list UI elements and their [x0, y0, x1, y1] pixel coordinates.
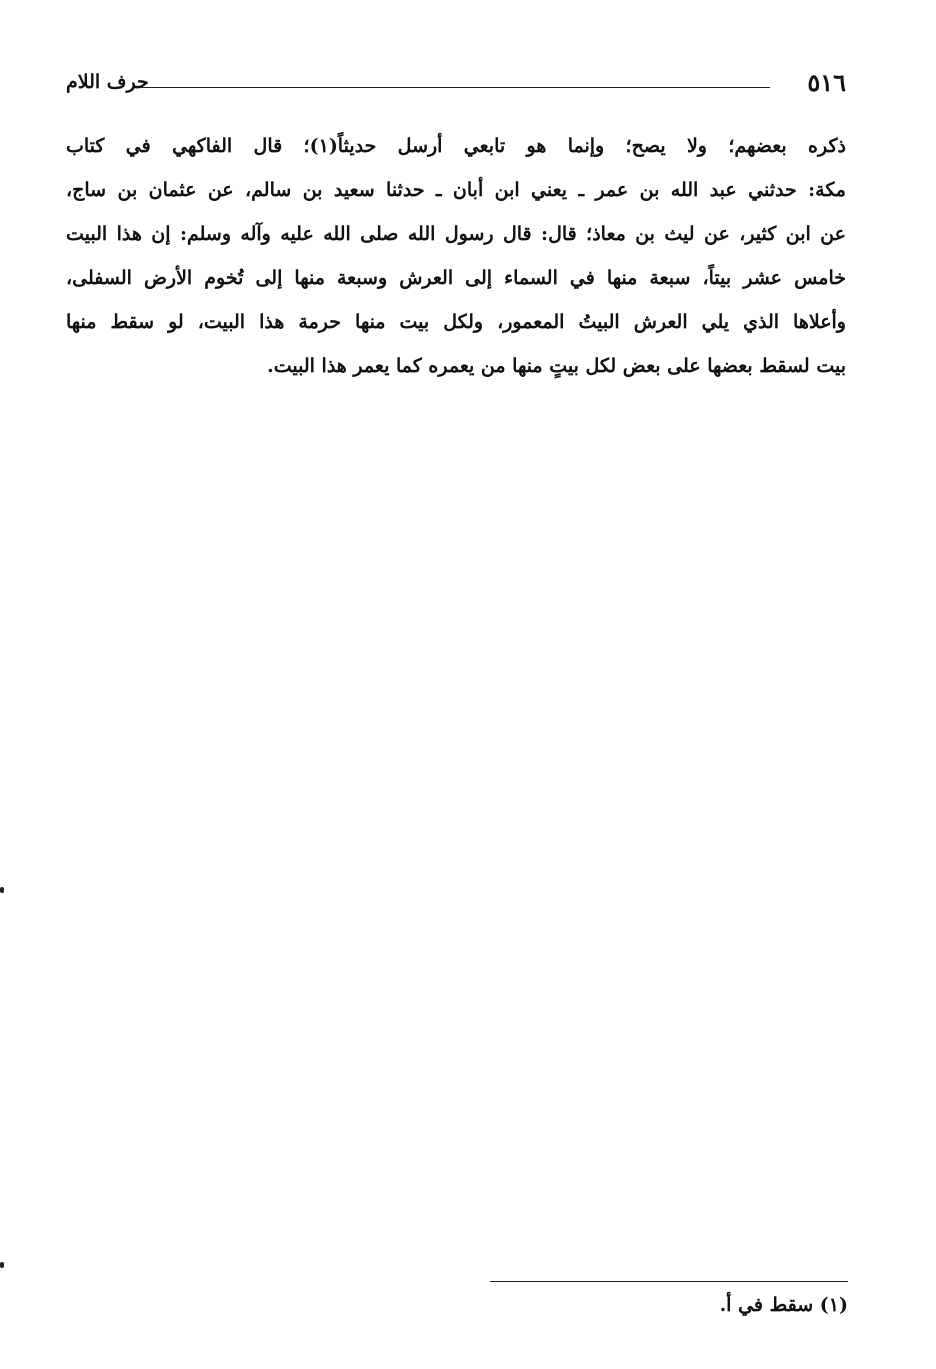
header-rule	[140, 87, 770, 88]
text-line: بيت لسقط بعضها على بعض لكل بيتٍ منها من يعمره كما يعمر هذا البيت.	[267, 355, 846, 377]
footnote: (١) سقط في أ.	[719, 1294, 848, 1316]
text-line: عن ابن كثير، عن ليث بن معاذ؛ قال: قال رسول الله صلى الله عليه وآله وسلم: إن هذا البيت	[66, 223, 846, 245]
page-number: ٥١٦	[807, 68, 846, 97]
text-line: وأعلاها الذي يلي العرش البيتُ المعمور، ولكل بيت منها حرمة هذا البيت، لو سقط منها	[66, 311, 846, 333]
scan-mark	[0, 887, 4, 893]
chapter-title: حرف اللام	[66, 71, 149, 93]
text-line: خامس عشر بيتاً، سبعة منها في السماء إلى العرش وسبعة منها إلى تُخوم الأرض السفلى،	[66, 267, 846, 289]
text-line: مكة: حدثني عبد الله بن عمر ـ يعني ابن أبان ـ حدثنا سعيد بن سالم، عن عثمان بن ساج،	[66, 179, 846, 201]
footnote-separator	[490, 1281, 848, 1282]
main-text	[66, 124, 846, 388]
text-line: ذكره بعضهم؛ ولا يصح؛ وإنما هو تابعي أرسل حديثاً(١)؛ قال الفاكهي في كتاب	[66, 135, 846, 157]
scan-mark	[0, 1262, 4, 1268]
page-header	[66, 66, 846, 106]
